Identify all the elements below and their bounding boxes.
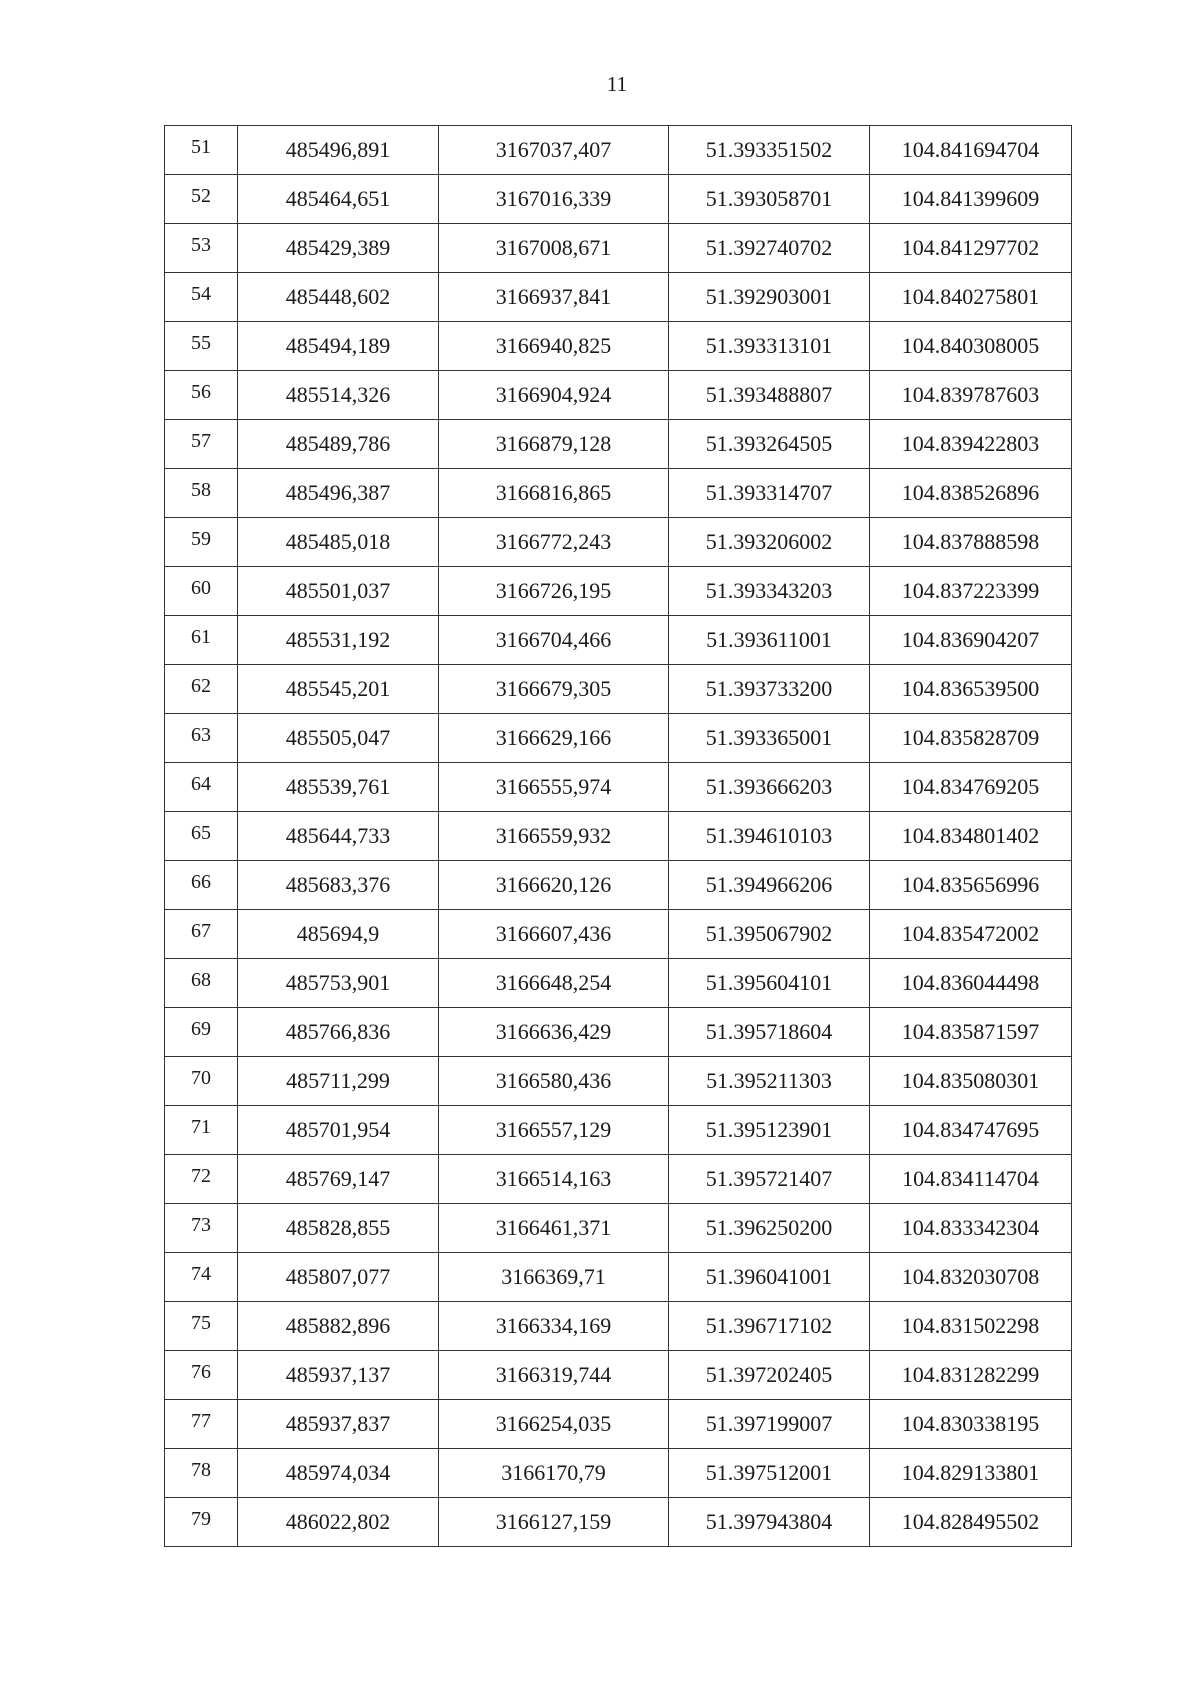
y-coordinate-cell: 3166726,195: [439, 567, 669, 616]
x-coordinate-cell: 485766,836: [238, 1008, 439, 1057]
x-coordinate-cell: 485496,387: [238, 469, 439, 518]
point-number-cell: 55: [165, 322, 238, 371]
point-number-cell: 62: [165, 665, 238, 714]
y-coordinate-cell: 3166557,129: [439, 1106, 669, 1155]
longitude-cell: 104.832030708: [870, 1253, 1072, 1302]
latitude-cell: 51.393611001: [669, 616, 870, 665]
latitude-cell: 51.393206002: [669, 518, 870, 567]
x-coordinate-cell: 485494,189: [238, 322, 439, 371]
table-row: [165, 126, 1072, 175]
point-number-cell: 67: [165, 910, 238, 959]
latitude-cell: 51.393314707: [669, 469, 870, 518]
table-row: [165, 1302, 1072, 1351]
y-coordinate-cell: 3167008,671: [439, 224, 669, 273]
y-coordinate-cell: 3166369,71: [439, 1253, 669, 1302]
longitude-cell: 104.839422803: [870, 420, 1072, 469]
x-coordinate-cell: 485539,761: [238, 763, 439, 812]
longitude-cell: 104.829133801: [870, 1449, 1072, 1498]
x-coordinate-cell: 485531,192: [238, 616, 439, 665]
latitude-cell: 51.393365001: [669, 714, 870, 763]
point-number-cell: 73: [165, 1204, 238, 1253]
longitude-cell: 104.834114704: [870, 1155, 1072, 1204]
latitude-cell: 51.393343203: [669, 567, 870, 616]
x-coordinate-cell: 485974,034: [238, 1449, 439, 1498]
table-row: [165, 371, 1072, 420]
table-row: [165, 910, 1072, 959]
y-coordinate-cell: 3166679,305: [439, 665, 669, 714]
point-number-cell: 72: [165, 1155, 238, 1204]
table-row: [165, 812, 1072, 861]
x-coordinate-cell: 485753,901: [238, 959, 439, 1008]
y-coordinate-cell: 3166636,429: [439, 1008, 669, 1057]
latitude-cell: 51.396250200: [669, 1204, 870, 1253]
longitude-cell: 104.834747695: [870, 1106, 1072, 1155]
table-row: [165, 1057, 1072, 1106]
point-number-cell: 53: [165, 224, 238, 273]
point-number-cell: 79: [165, 1498, 238, 1547]
longitude-cell: 104.837223399: [870, 567, 1072, 616]
latitude-cell: 51.393058701: [669, 175, 870, 224]
latitude-cell: 51.394610103: [669, 812, 870, 861]
y-coordinate-cell: 3166334,169: [439, 1302, 669, 1351]
y-coordinate-cell: 3166514,163: [439, 1155, 669, 1204]
table-row: [165, 616, 1072, 665]
latitude-cell: 51.392740702: [669, 224, 870, 273]
longitude-cell: 104.836904207: [870, 616, 1072, 665]
y-coordinate-cell: 3166940,825: [439, 322, 669, 371]
x-coordinate-cell: 485882,896: [238, 1302, 439, 1351]
longitude-cell: 104.841694704: [870, 126, 1072, 175]
x-coordinate-cell: 485937,837: [238, 1400, 439, 1449]
table-row: [165, 1400, 1072, 1449]
x-coordinate-cell: 485694,9: [238, 910, 439, 959]
y-coordinate-cell: 3166704,466: [439, 616, 669, 665]
table-row: [165, 1449, 1072, 1498]
point-number-cell: 69: [165, 1008, 238, 1057]
table-row: [165, 1155, 1072, 1204]
point-number-cell: 70: [165, 1057, 238, 1106]
latitude-cell: 51.395718604: [669, 1008, 870, 1057]
latitude-cell: 51.397512001: [669, 1449, 870, 1498]
point-number-cell: 59: [165, 518, 238, 567]
y-coordinate-cell: 3167037,407: [439, 126, 669, 175]
table-row: [165, 861, 1072, 910]
y-coordinate-cell: 3167016,339: [439, 175, 669, 224]
x-coordinate-cell: 485505,047: [238, 714, 439, 763]
point-number-cell: 52: [165, 175, 238, 224]
point-number-cell: 65: [165, 812, 238, 861]
table-row: [165, 567, 1072, 616]
y-coordinate-cell: 3166170,79: [439, 1449, 669, 1498]
longitude-cell: 104.831282299: [870, 1351, 1072, 1400]
point-number-cell: 60: [165, 567, 238, 616]
table-row: [165, 224, 1072, 273]
longitude-cell: 104.835828709: [870, 714, 1072, 763]
point-number-cell: 64: [165, 763, 238, 812]
point-number-cell: 66: [165, 861, 238, 910]
y-coordinate-cell: 3166772,243: [439, 518, 669, 567]
latitude-cell: 51.393488807: [669, 371, 870, 420]
point-number-cell: 68: [165, 959, 238, 1008]
x-coordinate-cell: 485448,602: [238, 273, 439, 322]
table-row: [165, 420, 1072, 469]
table-row: [165, 1204, 1072, 1253]
point-number-cell: 61: [165, 616, 238, 665]
table-row: [165, 175, 1072, 224]
latitude-cell: 51.396041001: [669, 1253, 870, 1302]
latitude-cell: 51.397199007: [669, 1400, 870, 1449]
longitude-cell: 104.836539500: [870, 665, 1072, 714]
longitude-cell: 104.840275801: [870, 273, 1072, 322]
y-coordinate-cell: 3166620,126: [439, 861, 669, 910]
longitude-cell: 104.835080301: [870, 1057, 1072, 1106]
latitude-cell: 51.395211303: [669, 1057, 870, 1106]
latitude-cell: 51.393264505: [669, 420, 870, 469]
x-coordinate-cell: 485937,137: [238, 1351, 439, 1400]
latitude-cell: 51.393351502: [669, 126, 870, 175]
point-number-cell: 74: [165, 1253, 238, 1302]
latitude-cell: 51.395067902: [669, 910, 870, 959]
table-row: [165, 322, 1072, 371]
table-row: [165, 1253, 1072, 1302]
page-number: 11: [606, 72, 628, 96]
point-number-cell: 51: [165, 126, 238, 175]
point-number-cell: 71: [165, 1106, 238, 1155]
table-row: [165, 1008, 1072, 1057]
x-coordinate-cell: 485464,651: [238, 175, 439, 224]
y-coordinate-cell: 3166580,436: [439, 1057, 669, 1106]
y-coordinate-cell: 3166461,371: [439, 1204, 669, 1253]
x-coordinate-cell: 486022,802: [238, 1498, 439, 1547]
point-number-cell: 75: [165, 1302, 238, 1351]
x-coordinate-cell: 485711,299: [238, 1057, 439, 1106]
x-coordinate-cell: 485496,891: [238, 126, 439, 175]
longitude-cell: 104.836044498: [870, 959, 1072, 1008]
longitude-cell: 104.834769205: [870, 763, 1072, 812]
longitude-cell: 104.835656996: [870, 861, 1072, 910]
point-number-cell: 58: [165, 469, 238, 518]
latitude-cell: 51.392903001: [669, 273, 870, 322]
point-number-cell: 76: [165, 1351, 238, 1400]
coordinates-table: [164, 125, 1072, 1547]
longitude-cell: 104.835472002: [870, 910, 1072, 959]
latitude-cell: 51.393313101: [669, 322, 870, 371]
y-coordinate-cell: 3166816,865: [439, 469, 669, 518]
latitude-cell: 51.395604101: [669, 959, 870, 1008]
table-row: [165, 665, 1072, 714]
latitude-cell: 51.397943804: [669, 1498, 870, 1547]
x-coordinate-cell: 485501,037: [238, 567, 439, 616]
table-row: [165, 273, 1072, 322]
latitude-cell: 51.395123901: [669, 1106, 870, 1155]
coordinates-table-body: [165, 126, 1072, 1547]
table-row: [165, 714, 1072, 763]
x-coordinate-cell: 485701,954: [238, 1106, 439, 1155]
latitude-cell: 51.393666203: [669, 763, 870, 812]
table-row: [165, 1351, 1072, 1400]
longitude-cell: 104.839787603: [870, 371, 1072, 420]
table-row: [165, 469, 1072, 518]
latitude-cell: 51.395721407: [669, 1155, 870, 1204]
latitude-cell: 51.397202405: [669, 1351, 870, 1400]
y-coordinate-cell: 3166607,436: [439, 910, 669, 959]
x-coordinate-cell: 485769,147: [238, 1155, 439, 1204]
point-number-cell: 63: [165, 714, 238, 763]
longitude-cell: 104.830338195: [870, 1400, 1072, 1449]
point-number-cell: 57: [165, 420, 238, 469]
table-row: [165, 959, 1072, 1008]
table-row: [165, 763, 1072, 812]
x-coordinate-cell: 485545,201: [238, 665, 439, 714]
y-coordinate-cell: 3166559,932: [439, 812, 669, 861]
point-number-cell: 78: [165, 1449, 238, 1498]
y-coordinate-cell: 3166555,974: [439, 763, 669, 812]
x-coordinate-cell: 485683,376: [238, 861, 439, 910]
x-coordinate-cell: 485514,326: [238, 371, 439, 420]
longitude-cell: 104.837888598: [870, 518, 1072, 567]
longitude-cell: 104.835871597: [870, 1008, 1072, 1057]
point-number-cell: 56: [165, 371, 238, 420]
y-coordinate-cell: 3166904,924: [439, 371, 669, 420]
y-coordinate-cell: 3166127,159: [439, 1498, 669, 1547]
longitude-cell: 104.828495502: [870, 1498, 1072, 1547]
longitude-cell: 104.840308005: [870, 322, 1072, 371]
latitude-cell: 51.393733200: [669, 665, 870, 714]
longitude-cell: 104.833342304: [870, 1204, 1072, 1253]
y-coordinate-cell: 3166937,841: [439, 273, 669, 322]
y-coordinate-cell: 3166879,128: [439, 420, 669, 469]
latitude-cell: 51.394966206: [669, 861, 870, 910]
y-coordinate-cell: 3166629,166: [439, 714, 669, 763]
x-coordinate-cell: 485644,733: [238, 812, 439, 861]
table-row: [165, 1106, 1072, 1155]
point-number-cell: 54: [165, 273, 238, 322]
longitude-cell: 104.841297702: [870, 224, 1072, 273]
x-coordinate-cell: 485489,786: [238, 420, 439, 469]
y-coordinate-cell: 3166319,744: [439, 1351, 669, 1400]
x-coordinate-cell: 485485,018: [238, 518, 439, 567]
x-coordinate-cell: 485429,389: [238, 224, 439, 273]
point-number-cell: 77: [165, 1400, 238, 1449]
y-coordinate-cell: 3166254,035: [439, 1400, 669, 1449]
table-row: [165, 1498, 1072, 1547]
longitude-cell: 104.831502298: [870, 1302, 1072, 1351]
longitude-cell: 104.841399609: [870, 175, 1072, 224]
latitude-cell: 51.396717102: [669, 1302, 870, 1351]
longitude-cell: 104.838526896: [870, 469, 1072, 518]
x-coordinate-cell: 485828,855: [238, 1204, 439, 1253]
longitude-cell: 104.834801402: [870, 812, 1072, 861]
table-row: [165, 518, 1072, 567]
x-coordinate-cell: 485807,077: [238, 1253, 439, 1302]
y-coordinate-cell: 3166648,254: [439, 959, 669, 1008]
